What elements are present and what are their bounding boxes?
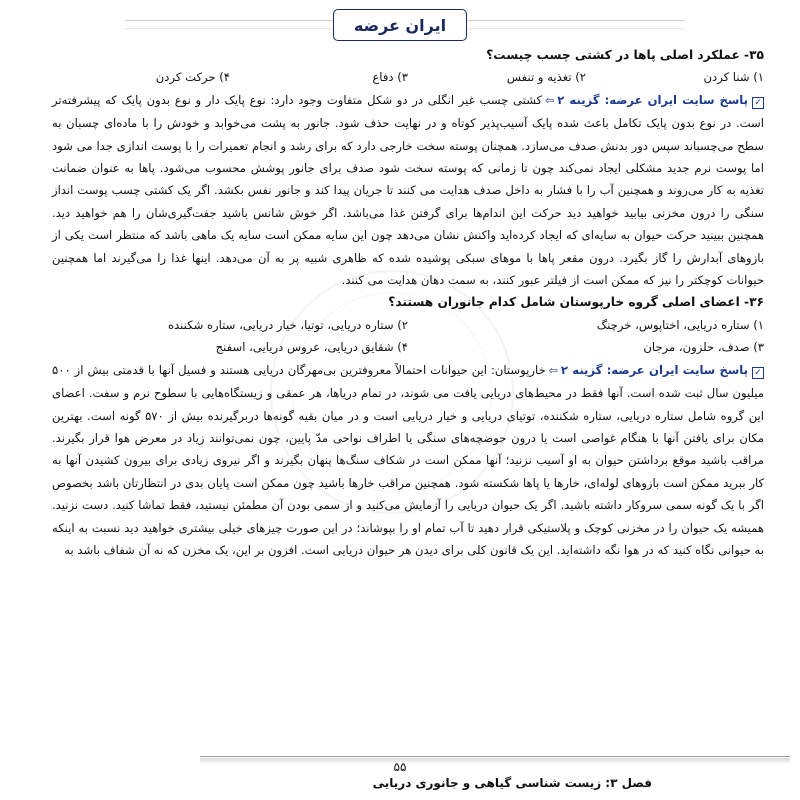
answer-line: پایان بدی در انتظارتان باشد بخصوص اگر با یک گونه سمی سروکار داشته باشید. اگر یک حیوان دریایی را آزمایش می‌کنید — [52, 475, 764, 513]
answer-line: را هم خواهید دید. همچنین ببینید حرکت حیوان به سایه‌ای که ایجاد کرده‌اید واکنش نشان می‌دهد چون این سایه ممکن — [52, 205, 764, 243]
option-2: ۲) تغذیه و تنفس — [506, 70, 586, 85]
answer-line: شده که ظاهری شبیه پر به آن می‌دهد. اینها غذا را می‌گیرند اما همچنین حیوانات کوچکتر را نیز که ممکن است از فیلتر عبور — [52, 250, 764, 288]
question-35-title: ۳۵- عملکرد اصلی پاها در کشتی چسب چیست؟ — [486, 48, 764, 62]
answer-line: و از سمی بودن آن مطمئن نیستید، فقط تماشا کنید. دست نزنید. همیشه یک حیوان را در مخزنی کوچک و پلاستیکی قرار — [52, 498, 764, 535]
answer-line: که پوسته سخت شود صدف برای جانور پوشش محسوب می‌شود. پاها به عنوان ضمانت تغذیه به کار می‌روند و همچنین — [52, 161, 765, 198]
option-3: ۳) دفاع — [372, 70, 408, 85]
answer-36 — [52, 359, 764, 562]
answer-line: آب را با فشار به داخل صدف هدایت می کنند تا جریان پیدا کند و جانور نفس بکشد. اگر یک کشتی چسب پوست انداز — [52, 183, 614, 198]
answer-line: سنگی را درون مخزنی بیابید خواهید دید حرکت این اندام‌ها برای گرفتن غذا می‌باشد. اگر خوش شانس باشید جفت‌گیری‌شان — [145, 205, 765, 220]
answer-line: کنند، به سمت دهان هدایت می کنند. — [341, 273, 515, 288]
answer-line: کشتی چسب غیر انگلی در دو شکل متفاوت وجود دارد: نوع پایک دار و نوع بدون — [146, 92, 543, 107]
answer-line: یا درون حوضچه‌های سنگی یا اطراف نواحی مدّ پایین، چون نمی‌توانند زیاد در معرض هوا قرار بگیرند. مراقب باشید موقع — [52, 430, 764, 468]
answer-label: پاسخ سایت ایران عرضه: گزینه ۲ — [557, 92, 748, 107]
page-number: ۵۵ — [393, 760, 407, 774]
answer-35 — [52, 89, 764, 292]
option-2: ۲) ستاره دریایی، توتیا، خیار دریایی، ستاره شکننده — [168, 317, 408, 332]
answer-line: هوا نگه داشته‌اید. این یک قانون کلی برای دیدن هر حیوان دریایی است. افزون بر این، یک مخزن که نه آن شفاف باشد به — [64, 542, 640, 557]
footer-rule — [200, 756, 790, 757]
answer-line: خارپوستان: این حیوانات احتمالاً معروفترین بی‌مهرگان دریایی هستند و فسیل آنها — [158, 362, 546, 377]
page-content — [52, 44, 764, 561]
answer-line: دارد که برای رشد و انجام تعمیرات را با پوست اندازی جدا می شود اما پوست نرم جدید مشکلی ایجاد نمی‌کند چون تا زمانی — [52, 138, 764, 176]
checkbox-icon: ✓ — [752, 367, 764, 379]
arrow-left-icon: ⇦ — [548, 363, 558, 377]
answer-line: با قدمتی بیش از ۵۰۰ میلیون سال ثبت شده است. آنها فقط در محیط‌های دریایی یافت می شوند، در تمام دریاها، هر — [52, 362, 765, 401]
question-36-title: ۳۶- اعضای اصلی گروه خارپوستان شامل کدام جانوران هستند؟ — [388, 295, 764, 310]
question-35-options — [52, 66, 764, 88]
answer-line: پایک که پیشرفته‌تر است. در نوع بدون پایک تکامل باعث شده پایک آسیب‌پذیر کوتاه و در نهایت حذف شود. جانور به پشت — [52, 92, 764, 131]
answer-line: عمقی و زیستگاه‌هایی با سطوح نرم و سفت. اعضای این گروه شامل ستاره دریایی، ستاره شکننده، توتیای دریایی و خیار — [52, 386, 765, 423]
option-3: ۳) صدف، حلزون، مرجان — [643, 340, 764, 355]
answer-line: دریایی است و در میان بقیه گونه‌ها دربرگیرنده بیش از ۵۷۰ گونه است. بهترین مکان برای یافتن آنها با هنگام غواصی است — [52, 408, 764, 445]
option-1: ۱) ستاره دریایی، اختاپوس، خرچنگ — [596, 317, 764, 332]
answer-line: می‌خوابد و خودش را با ماده‌ای چسبان به سطح می‌چسباند سپس دور بدنش صدف می‌سازد. همچنان پوسته سخت خارجی — [52, 116, 764, 153]
question-36-options — [52, 314, 764, 359]
answer-line: برداشتن حیوان به او آسیب نزنید؛ آنها ممکن است در شکاف سنگ‌ها پنهان بگیرند و اگر نیروی زیادی برای بیرون کشیدن — [85, 453, 669, 468]
answer-label: پاسخ سایت ایران عرضه: گزینه ۲ — [560, 362, 749, 377]
arrow-left-icon: ⇦ — [545, 93, 555, 107]
logo-text: ایران عرضه — [353, 15, 447, 35]
answer-line: دهید تا آب تمام او را بپوشاند؛ در این صورت چیزهای خیلی بیشتری خواهید دید نسبت به اینکه به حیوانی نگاه کنید که در — [52, 520, 764, 557]
answer-line: آنها به کار ببرید ممکن است بازوهای لوله‌ای، خارها یا پاها شکسته شود. همچنین مراقب خارها باشید چون ممکن است — [52, 453, 764, 490]
option-4: ۴) حرکت کردن — [155, 70, 230, 85]
checkbox-icon: ✓ — [752, 97, 764, 109]
option-4: ۴) شقایق دریایی، عروس دریایی، اسفنج — [215, 340, 408, 355]
site-logo — [333, 9, 467, 41]
chapter-title: فصل ۳: زیست شناسی گیاهی و جانوری دریایی — [372, 776, 652, 790]
footer-shade — [200, 758, 790, 764]
answer-line: است سایه یک ماهی باشد که منتظر است یکی از بازوهای آبدارش را گاز بگیرد. درون مقعر پاها با موهای سبکی پوشیده — [52, 228, 764, 265]
option-1: ۱) شنا کردن — [703, 70, 764, 85]
